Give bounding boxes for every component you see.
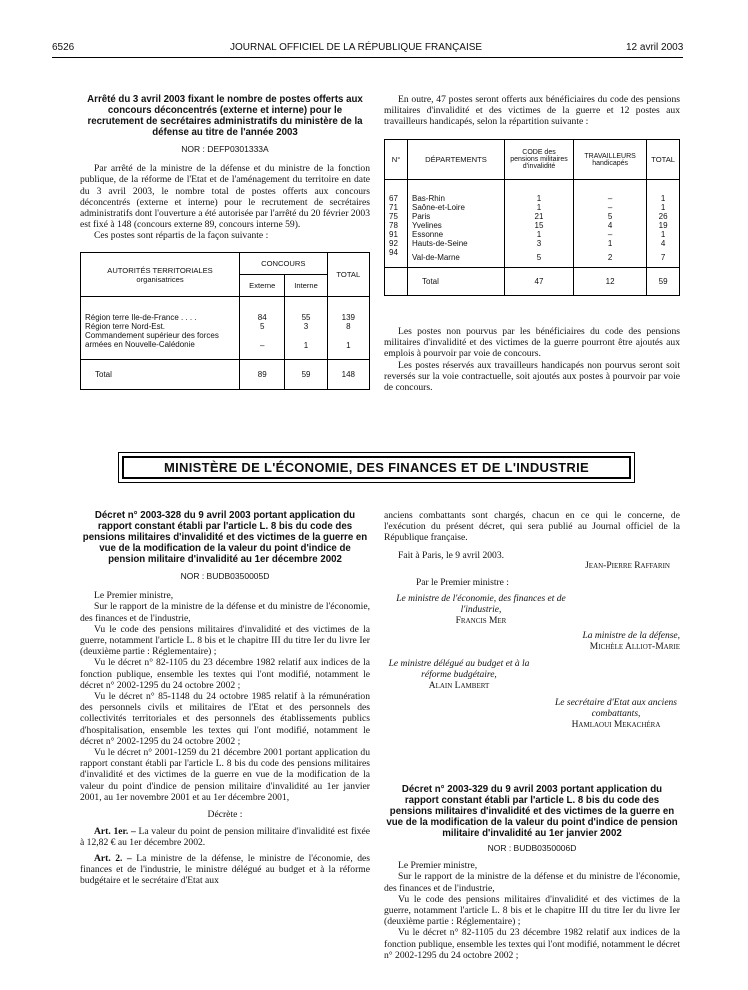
par-premier: Par le Premier ministre : xyxy=(416,577,509,588)
ministry-banner xyxy=(118,452,635,483)
th-autorites: AUTORITÉS TERRITORIALES organisatrices xyxy=(81,253,240,297)
arrete-right-section xyxy=(384,94,680,128)
arrete-para2: Ces postes sont répartis de la façon suivante : xyxy=(94,230,269,242)
table-row: 78 Yvelines 15 4 19 xyxy=(385,221,680,230)
m1-name: Francis Mer xyxy=(455,615,507,626)
table-row: 71 Saône-et-Loire 1 – 1 xyxy=(385,203,680,212)
decret1-art1: La valeur du point de pension militaire d'invalidité est fixée à 12,82 € au 1er décembre 2002. xyxy=(80,826,370,849)
table-row: Région terre Ile-de-France . . . . 84 55 139 xyxy=(81,297,370,323)
m4-title: Le secrétaire d'Etat aux anciens combattants, xyxy=(555,697,677,719)
table-row: 75 Paris 21 5 26 xyxy=(385,212,680,221)
th-concours: CONCOURS xyxy=(240,253,328,275)
decret1-p2: Vu le code des pensions militaires d'invalidité et des victimes de la guerre, notamment l'article L. 8 bis et le chapitre III du titre Ier du livre Ier (deuxième partie : Réglementaire) ; xyxy=(80,623,370,658)
m1-title: Le ministre de l'économie, des finances et de l'industrie, xyxy=(396,593,566,615)
table-row: 91 Essonne 1 – 1 xyxy=(385,230,680,239)
decret1-cont: anciens combattants sont chargés, chacun en ce qui le concerne, de l'exécution du présent décret, qui sera publié au Journal officiel de la République française. xyxy=(384,510,680,544)
arrete-right-para2: Les postes non pourvus par les bénéficiaires du code des pensions militaires d'invalidité et des victimes de la guerre pourront être ajoutés aux emplois à pourvoir par voie de concours. xyxy=(384,326,680,360)
arrete-para1: Par arrêté de la ministre de la défense et du ministre de la fonction publique, de la réforme de l'Etat et de l'aménagement du territoire en date du 3 avril 2003, le nombre total de postes offerts aux concours déconcentrés (externe et interne) pour le recrutement de secrétaires administratifs dont l'ouverture a été autorisée par l'arrêté du 20 février 2003 est fixé à 148 (concours externe 89, concours interne 59). xyxy=(80,163,370,231)
decret1-art2-label: Art. 2. – xyxy=(94,852,132,864)
departements-table xyxy=(384,139,680,296)
th-travailleurs: TRAVAILLEURS handicapés xyxy=(574,140,647,180)
th-externe: Externe xyxy=(240,275,285,297)
decret1-section xyxy=(80,510,370,886)
table-total-row: Total 89 59 148 xyxy=(81,360,370,390)
signer-name: Jean-Pierre Raffarin xyxy=(585,560,670,571)
decret1-p1: Sur le rapport de la ministre de la défense et du ministre de l'économie, des finances et de l'industrie, xyxy=(80,601,370,624)
page-number: 6526 xyxy=(52,42,75,53)
concours-table xyxy=(80,252,370,390)
table-row: Commandement supérieur des forces armées en Nouvelle-Calédonie – 1 1 xyxy=(81,331,370,360)
decret1-p5: Vu le décret n° 2001-1259 du 21 décembre 2001 portant application du rapport constant établi par l'article L. 8 bis du code des pensions militaires d'invalidité et des victimes de la guerre en vue de la modification de la valeur du point d'indice de pension militaire d'invalidité au 1er janvier 2001, au 1er novembre 2001 et au 1er décembre 2001, xyxy=(80,747,370,803)
table-row: Région terre Nord-Est. 5 3 8 xyxy=(81,322,370,331)
decret1-p3: Vu le décret n° 82-1105 du 23 décembre 1982 relatif aux indices de la fonction publique, ensemble les textes qui l'ont modifié, notamment le décret n° 2002-1295 du 24 octobre 2002 ; xyxy=(80,657,370,691)
journal-title: JOURNAL OFFICIEL DE LA RÉPUBLIQUE FRANÇAISE xyxy=(230,42,483,53)
decret2-p2: Vu le code des pensions militaires d'invalidité et des victimes de la guerre, notamment l'article L. 8 bis et le chapitre III du titre Ier du livre Ier (deuxième partie : Réglementaire) ; xyxy=(384,893,680,928)
arrete-title: Arrêté du 3 avril 2003 fixant le nombre de postes offerts aux concours déconcentrés (externe et interne) pour le recrutement de secrétaires administratifs du ministère de la défense au titre de l'année 2003 xyxy=(87,94,363,138)
decret1-title: Décret n° 2003-328 du 9 avril 2003 portant application du rapport constant établi par l'article L. 8 bis du code des pensions militaires d'invalidité et des victimes de la guerre en vue de la modification de la valeur du point d'indice de pension militaire d'invalidité au 1er décembre 2002 xyxy=(82,510,368,565)
arrete-right-para3: Les postes réservés aux travailleurs handicapés non pourvus seront soit reversés sur la voie contractuelle, soit ajoutés aux postes à pourvoir par voie de concours. xyxy=(384,359,680,394)
decret1-art1-label: Art. 1er. – xyxy=(94,826,136,838)
table-total-row: Total 47 12 59 xyxy=(385,268,680,296)
th-code: CODE des pensions militaires d'invalidité xyxy=(505,140,574,180)
m3-name: Alain Lambert xyxy=(428,680,490,691)
decret2-section xyxy=(384,784,680,961)
m3-title: Le ministre délégué au budget et à la réforme budgétaire, xyxy=(388,658,530,680)
table-row: 94 Val-de-Marne 5 2 7 xyxy=(385,248,680,268)
decret1-decrete: Décrète : xyxy=(207,809,243,821)
m4-name: Hamlaoui Mekachéra xyxy=(571,719,661,730)
arrete-section xyxy=(80,94,370,242)
header-rule xyxy=(52,57,683,58)
decret2-title: Décret n° 2003-329 du 9 avril 2003 portant application du rapport constant établi par l'article L. 8 bis du code des pensions militaires d'invalidité et des victimes de la guerre en vue de la modification de la valeur du point d'indice de pension militaire d'invalidité au 1er janvier 2002 xyxy=(386,784,678,839)
table-row: 67 Bas-Rhin 1 – 1 xyxy=(385,180,680,204)
decret2-p1: Sur le rapport de la ministre de la défense et du ministre de l'économie, des finances et de l'industrie, xyxy=(384,871,680,894)
decret1-right xyxy=(384,510,680,731)
table-row: 92 Hauts-de-Seine 3 1 4 xyxy=(385,239,680,248)
th-total: TOTAL xyxy=(327,253,369,297)
header-date: 12 avril 2003 xyxy=(626,42,684,53)
arrete-right-bottom xyxy=(384,326,680,393)
th-total2: TOTAL xyxy=(647,140,680,180)
ministry-banner-text: MINISTÈRE DE L'ÉCONOMIE, DES FINANCES ET DE L'INDUSTRIE xyxy=(122,456,631,479)
th-no: N° xyxy=(385,140,408,180)
decret2-premier: Le Premier ministre, xyxy=(398,860,478,872)
decret2-nor: NOR : BUDB0350006D xyxy=(487,843,577,853)
m2-title: La ministre de la défense, xyxy=(582,630,680,641)
m2-name: Michèle Alliot-Marie xyxy=(589,641,680,652)
th-interne: Interne xyxy=(285,275,327,297)
decret1-fait: Fait à Paris, le 9 avril 2003. xyxy=(398,549,505,561)
decret1-p4: Vu le décret n° 85-1148 du 24 octobre 1985 relatif à la rémunération des personnels civils et militaires de l'Etat et des personnels des collectivités territoriales et des personnels des établissements publics d'hospitalisation, ensemble les textes qui l'ont modifié, notamment le décret n° 2002-1295 du 24 octobre 2002 ; xyxy=(80,691,370,747)
th-departements: DÉPARTEMENTS xyxy=(408,140,505,180)
decret1-premier: Le Premier ministre, xyxy=(94,590,174,602)
arrete-right-para1: En outre, 47 postes seront offerts aux bénéficiaires du code des pensions militaires d'invalidité et des victimes de la guerre et 12 postes aux travailleurs handicapés, selon la répartition suivante : xyxy=(384,94,680,128)
decret1-nor: NOR : BUDB0350005D xyxy=(180,571,270,581)
decret1-art2: La ministre de la défense, le ministre de l'économie, des finances et de l'industrie, le ministre délégué au budget et à la réforme budgétaire et le secrétaire d'Etat aux xyxy=(80,852,370,887)
decret2-p3: Vu le décret n° 82-1105 du 23 décembre 1982 relatif aux indices de la fonction publique, ensemble les textes qui l'ont modifié, notamment le décret n° 2002-1295 du 24 octobre 2002 ; xyxy=(384,927,680,961)
arrete-nor: NOR : DEFP0301333A xyxy=(181,144,269,154)
